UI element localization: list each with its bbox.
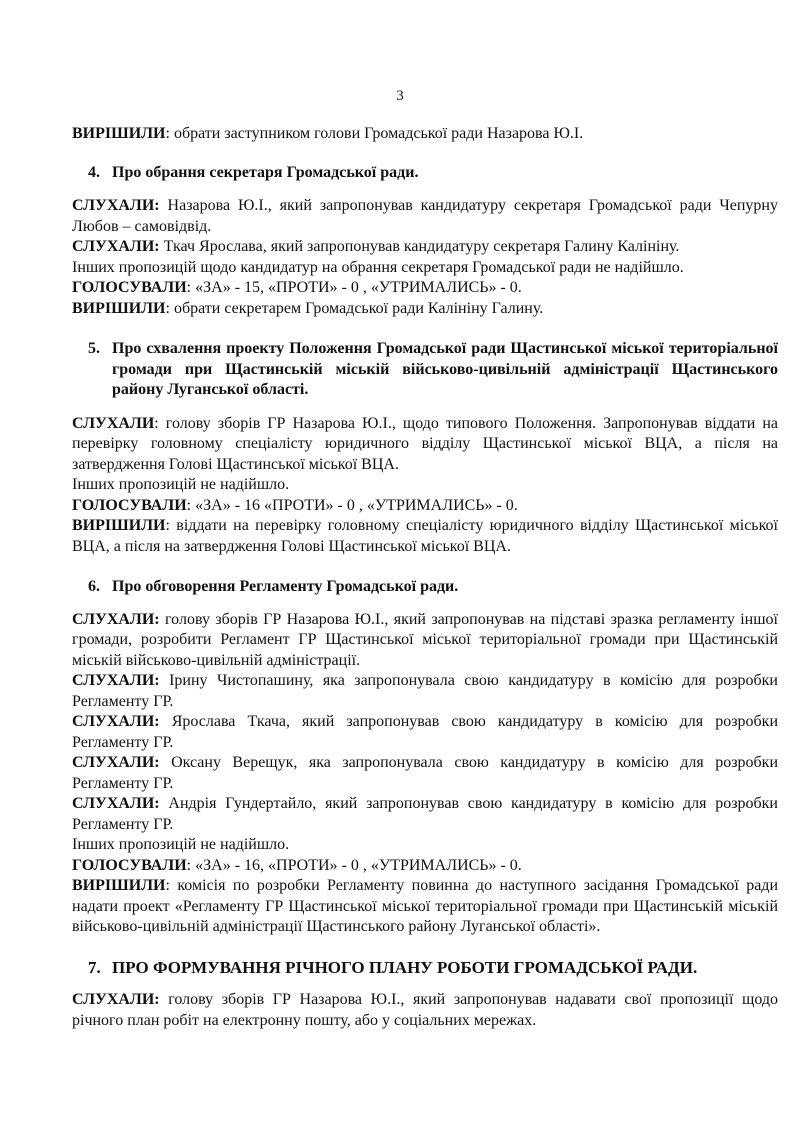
paragraph-text: : «ЗА» - 16, «ПРОТИ» - 0 , «УТРИМАЛИСЬ» - 0. — [186, 856, 522, 874]
minutes-paragraph — [72, 278, 778, 299]
minutes-paragraph — [72, 299, 778, 320]
paragraph-label: ВИРІШИЛИ — [72, 517, 166, 534]
paragraph-text: Ірину Чистопашину, яка запропонувала свою кандидатуру в комісію для розробки Регламенту ГР. — [72, 672, 778, 710]
section-heading-7 — [72, 958, 778, 979]
minutes-paragraph — [72, 835, 778, 856]
minutes-paragraph — [72, 856, 778, 877]
paragraph-label: ГОЛОСУВАЛИ — [72, 496, 187, 514]
section-number: 6. — [88, 578, 100, 595]
minutes-paragraph — [72, 753, 778, 794]
minutes-paragraph — [72, 794, 778, 835]
minutes-paragraph — [72, 516, 778, 557]
paragraph-text: Андрія Гундертайло, який запропонував свою кандидатуру в комісію для розробки Регламенту ГР. — [72, 795, 778, 833]
section-heading-4 — [72, 163, 778, 184]
paragraph-text: : віддати на перевірку головному спеціалісту юридичного відділу Щастинської міської ВЦА, а після на затвердження Голові Щастинської міської ВЦА. — [72, 517, 778, 555]
paragraph-text: голову зборів ГР Назарова Ю.І., який запропонував надавати свої пропозиції щодо річного план робіт на електронну пошту, або у соціальних мережах. — [72, 991, 778, 1029]
paragraph-text: : обрати секретарем Громадської ради Калініну Галину. — [165, 299, 544, 317]
paragraph-text: Ткач Ярослава, який запропонував кандидатуру секретаря Галину Калініну. — [159, 238, 680, 255]
paragraph-text: : обрати заступником голови Громадської ради Назарова Ю.І. — [165, 125, 584, 142]
section-title: Про обговорення Регламенту Громадської ради. — [112, 578, 459, 595]
paragraph-text: Інших пропозицій не надійшло. — [72, 836, 290, 853]
minutes-paragraph — [72, 237, 778, 258]
minutes-paragraph — [72, 990, 778, 1031]
minutes-paragraph — [72, 671, 778, 712]
minutes-paragraph — [72, 258, 778, 279]
paragraph-label: СЛУХАЛИ: — [72, 238, 160, 255]
minutes-paragraph — [72, 414, 778, 476]
section-title: Про обрання секретаря Громадської ради. — [112, 163, 419, 181]
paragraph-label: ВИРІШИЛИ — [72, 877, 166, 894]
decision-paragraph — [72, 124, 778, 145]
minutes-paragraph — [72, 196, 778, 237]
paragraph-text: голову зборів ГР Назарова Ю.І., який запропонував на підставі зразка регламенту іншої громади, розробити Регламент ГР Щастинської міської територіальної громади при Щастинській міській військово-цивільній адміністрації. — [72, 610, 778, 669]
paragraph-text: : «ЗА» - 16 «ПРОТИ» - 0 , «УТРИМАЛИСЬ» - 0. — [186, 496, 518, 514]
minutes-paragraph — [72, 712, 778, 753]
section-number: 5. — [88, 340, 100, 357]
paragraph-label: СЛУХАЛИ: — [72, 713, 160, 730]
paragraph-label: СЛУХАЛИ: — [72, 795, 160, 812]
paragraph-label: ВИРІШИЛИ — [72, 299, 166, 317]
paragraph-text: Інших пропозицій не надійшло. — [72, 476, 290, 493]
paragraph-label: СЛУХАЛИ: — [72, 197, 160, 214]
paragraph-text: Ярослава Ткача, який запропонував свою кандидатуру в комісію для розробки Регламенту ГР. — [72, 713, 778, 751]
minutes-paragraph — [72, 876, 778, 938]
section-title: Про схвалення проекту Положення Громадської ради Щастинської міської територіальної громади при Щастинській міській військово-цивільній адміністрації Щастинського району Луганської області. — [112, 340, 778, 398]
paragraph-label: СЛУХАЛИ — [72, 414, 155, 432]
document-body — [72, 124, 778, 1031]
paragraph-text: : голову зборів ГР Назарова Ю.І., щодо типового Положення. Запропонував віддати на перевірку головному спеціалісту юридичного відділу Щастинської міської ВЦА, а після на затвердження Голові Щастинської міської ВЦА. — [72, 414, 778, 473]
section-number: 4. — [88, 163, 100, 181]
minutes-paragraph — [72, 475, 778, 496]
paragraph-label: ГОЛОСУВАЛИ — [72, 856, 187, 874]
paragraph-label: СЛУХАЛИ: — [72, 672, 160, 689]
paragraph-label: СЛУХАЛИ: — [72, 991, 160, 1008]
paragraph-text: Інших пропозицій щодо кандидатур на обрання секретаря Громадської ради не надійшло. — [72, 258, 684, 276]
minutes-paragraph — [72, 610, 778, 672]
section-heading-6 — [72, 577, 778, 598]
paragraph-text: : комісія по розробки Регламенту повинна до наступного засідання Громадської ради надати проект «Регламенту ГР Щастинської міської територіальної громади при Щастинській міській військово-цивільній адміністрації Щастинського району Луганської області». — [72, 877, 778, 935]
paragraph-text: : «ЗА» - 15, «ПРОТИ» - 0 , «УТРИМАЛИСЬ» - 0. — [186, 279, 522, 296]
section-heading-5 — [72, 339, 778, 401]
paragraph-label: ГОЛОСУВАЛИ — [72, 279, 187, 296]
section-title: ПРО ФОРМУВАННЯ РІЧНОГО ПЛАНУ РОБОТИ ГРОМАДСЬКОЇ РАДИ. — [112, 957, 698, 977]
paragraph-label: СЛУХАЛИ: — [72, 754, 160, 771]
paragraph-text: Назарова Ю.І., який запропонував кандидатуру секретаря Громадської ради Чепурну Любов – самовідвід. — [72, 197, 778, 235]
paragraph-text: Оксану Верещук, яка запропонувала свою кандидатуру в комісію для розробки Регламенту ГР. — [72, 754, 778, 792]
minutes-paragraph — [72, 496, 778, 517]
paragraph-label: СЛУХАЛИ: — [72, 610, 160, 628]
page-number: 3 — [396, 88, 404, 104]
paragraph-label: ВИРІШИЛИ — [72, 125, 166, 142]
section-number: 7. — [88, 957, 101, 977]
